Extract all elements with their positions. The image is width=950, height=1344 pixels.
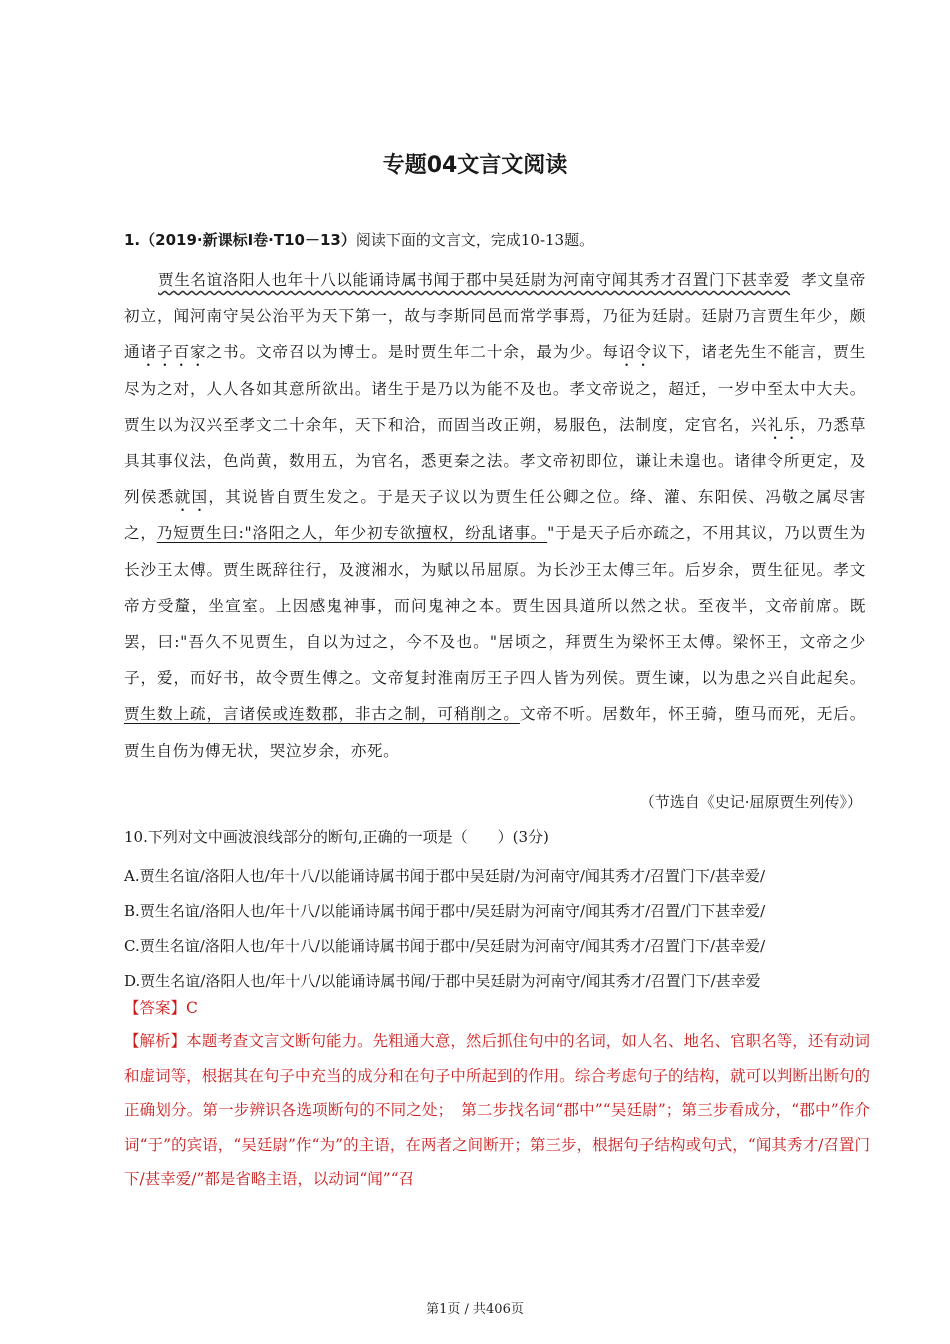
page-footer: 第1页 / 共406页 [426,1302,524,1317]
question-header [124,229,594,250]
option-d: D.贾生名谊/洛阳人也/年十八/以能诵诗属书闻/于郡中吴廷尉为河南守/闻其秀才/召置门下/甚幸爱 [124,972,761,990]
analysis-block [124,1024,870,1197]
option-c: C.贾生名谊/洛阳人也/年十八/以能诵诗属书闻于郡中/吴廷尉为河南守/闻其秀才/召置门下/甚幸爱/ [124,937,766,955]
classical-passage [124,262,866,769]
answer-line [124,996,198,1018]
page-title: 专题04文言文阅读 [382,153,568,178]
question-instruction: 阅读下面的文言文，完成10-13题。 [355,231,595,249]
options-list [124,859,884,999]
passage-text: 文帝不听。居数年，怀王骑，堕马而死，无后。贾生自伤为傅无状，哭泣岁余，亦死。 [124,705,866,760]
passage-text: ，其说皆自贾生发之。于是天子议以为贾生任公卿之位。绛、灌、东阳侯、冯敬之属尽害之， [124,488,866,543]
dotted-term: 诏令 [618,343,652,362]
answer-value: C [186,999,198,1017]
analysis-text: 本题考查文言文断句能力。先粗通大意，然后抓住句中的名词，如人名、地名、官职名等，还有动词和虚词等，根据其在句子中充当的成分和在句子中所起到的作用。综合考虑句子的结构，就可以判断出断句的正确划分。第一步辨识各选项断句的不同之处； 第二步找名词“郡中”“吴廷尉”；第三步看成分，“郡中”作介词“于”的宾语，“吴廷尉”作“为”的主语，在两者之间断开；第三步，根据句子结构或句式，“闻其秀才/召置门下/甚幸爱/”都是省略主语，以动词“闻”“召 [124,1032,870,1189]
question-10: 10.下列对文中画波浪线部分的断句,正确的一项是（ ）(3分) [124,828,549,846]
passage-text: "于是天子后亦疏之，不用其议，乃以贾生为长沙王太傅。贾生既辞往行，及渡湘水，为赋以吊屈原。为长沙王太傅三年。后岁余，贾生征见。孝文帝方受釐，坐宣室。上因感鬼神事，而问鬼神之本。贾生因具道所以然之状。至夜半，文帝前席。既罢，曰:"吾久不见贾生，自以为过之，今不及也。"居顷之，拜贾生为梁怀王太傅。梁怀王，文帝之少子，爱，而好书，故令贾生傅之。文帝复封淮南厉王子四人皆为列侯。贾生谏，以为患之兴自此起矣。 [124,524,866,688]
question-number: 1. [124,231,141,249]
source-note: （节选自《史记·屈原贾生列传》） [639,793,862,811]
underlined-sentence: 乃短贾生曰:"洛阳之人，年少初专欲擅权，纷乱诸事。 [156,524,548,543]
passage-text: 议下，诸老先生不能言，贾生尽为之对，人人各如其意所欲出。诸生于是乃以为能不及也。孝文帝说之，超迁，一岁中至太中大夫。贾生以为汉兴至孝文二十余年，天下和洽，而固当改正朔，易服色，法制度，定官名，兴 [124,343,866,434]
option-b: B.贾生名谊/洛阳人也/年十八/以能诵诗属书闻于郡中/吴廷尉为河南守/闻其秀才/召置/门下甚幸爱/ [124,902,766,920]
dotted-term: 礼乐 [767,415,801,434]
passage-text: 孝文皇帝初立，闻河南守吴公治平为天下第一，故与李斯同邑而常学事焉，乃征为廷尉。廷尉乃言贾生年少，颇通 [124,271,866,362]
dotted-term: 就国 [174,488,209,507]
dotted-term: 诸子百家 [140,343,207,362]
underlined-sentence: 贾生数上疏，言诸侯或连数郡，非古之制，可稍削之。 [124,705,520,724]
question-source: （2019·新课标Ⅰ卷·T10－13） [140,231,356,249]
wavy-underlined-sentence: 贾生名谊洛阳人也年十八以能诵诗属书闻于郡中吴廷尉为河南守闻其秀才召置门下甚幸爱 [158,271,791,289]
option-a: A.贾生名谊/洛阳人也/年十八/以能诵诗属书闻于郡中吴廷尉/为河南守/闻其秀才/召置门下/甚幸爱/ [124,867,766,885]
answer-label: 【答案】 [124,999,187,1017]
passage-text: ，乃悉草具其事仪法，色尚黄，数用五，为官名，悉更秦之法。孝文帝初即位，谦让未遑也。诸律令所更定，及列侯悉 [124,415,867,507]
passage-text: 之书。文帝召以为博士。是时贾生年二十余，最为少。每 [206,343,619,362]
analysis-label: 【解析】 [124,1032,187,1050]
